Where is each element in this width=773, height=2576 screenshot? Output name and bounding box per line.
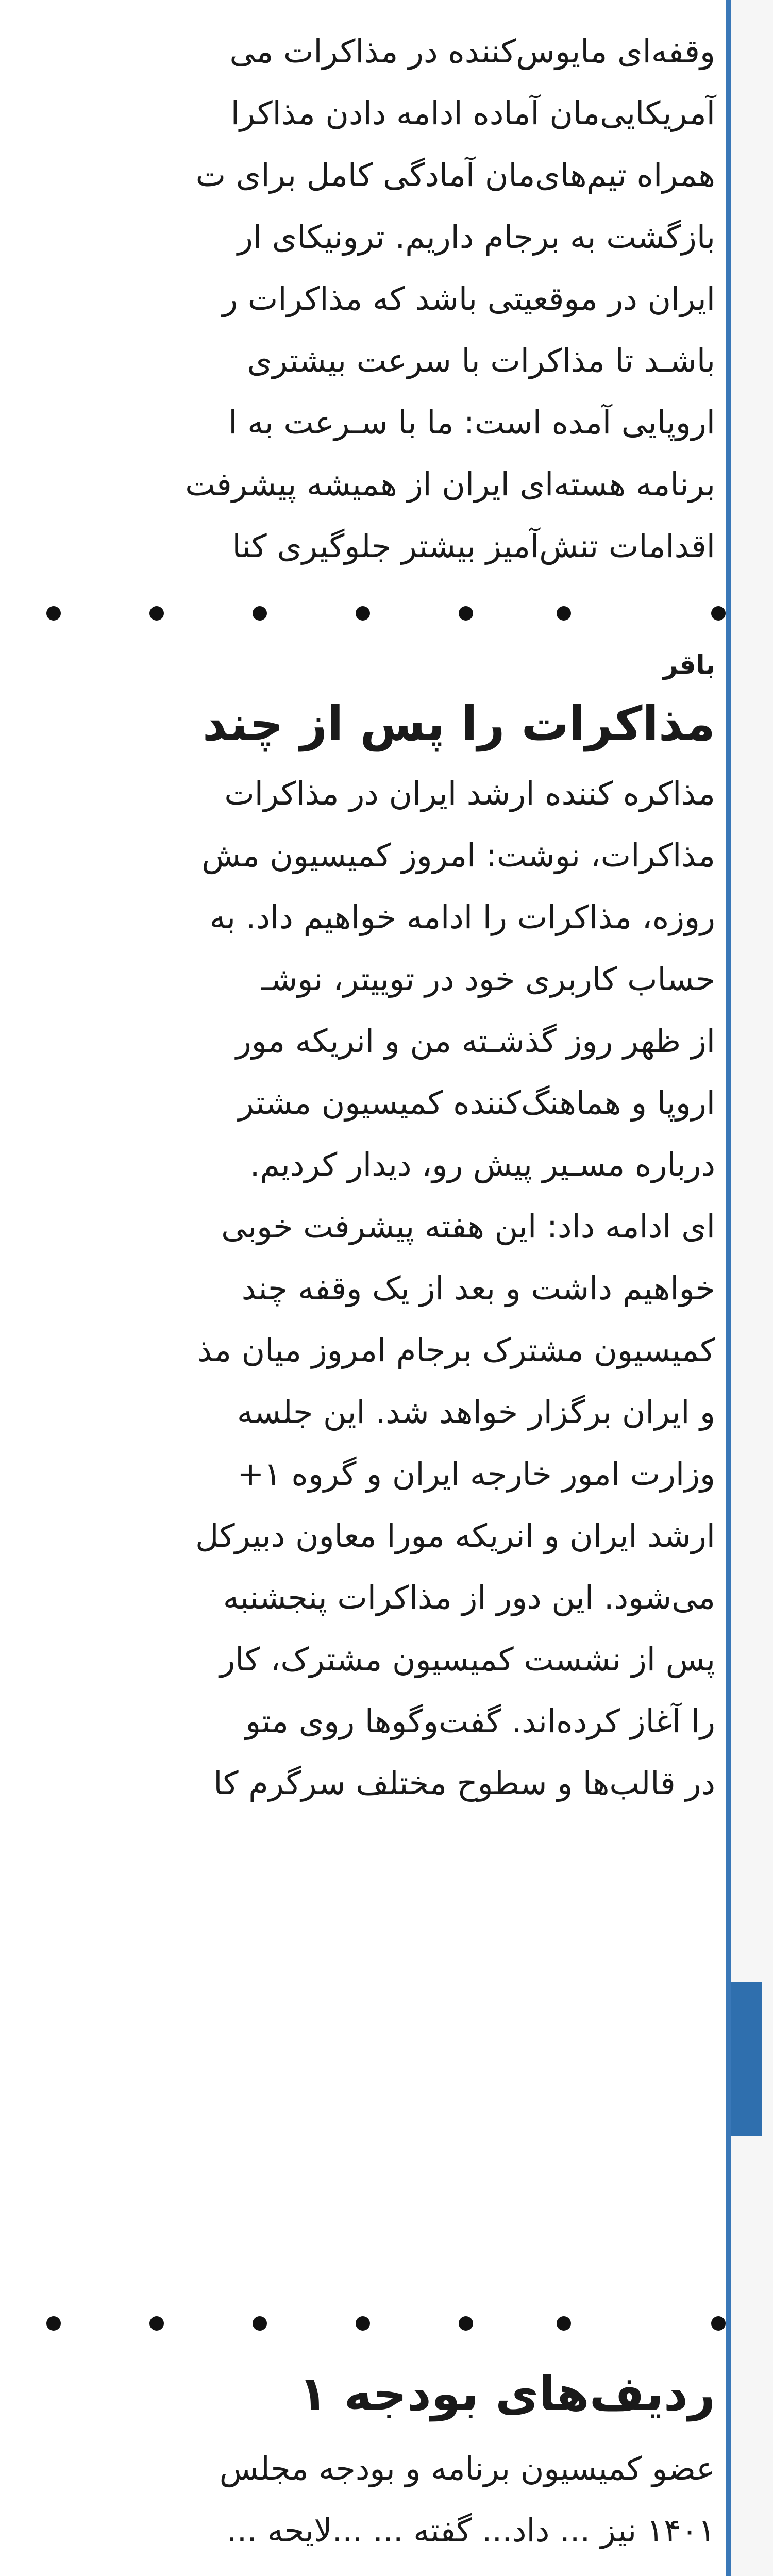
article2-line: مذاکره کننده ارشد ایران در مذاکرات bbox=[224, 775, 715, 812]
separator-dot bbox=[459, 606, 473, 621]
article2-line: مذاکرات، نوشت: امروز کمیسیون مش bbox=[201, 837, 715, 874]
article2-line: اروپا و هماهنگ‌کننده کمیسیون مشتر bbox=[238, 1084, 715, 1122]
article1-line: اقدامات تنش‌آمیز بیشتر جلوگیری کنا bbox=[232, 527, 715, 565]
article2-line: را آغاز کرده‌اند. گفت‌وگوها روی متو bbox=[245, 1702, 715, 1740]
article2-line: ارشد ایران و انریکه مورا معاون دبیرکل bbox=[195, 1517, 715, 1554]
separator-dot bbox=[149, 606, 164, 621]
separator-dot bbox=[253, 606, 267, 621]
article2-line: حساب کاربری خود در توییتر، نوشـ bbox=[261, 960, 715, 998]
article1-line: ایران در موقعیتی باشد که مذاکرات ر bbox=[222, 280, 715, 317]
article2-line: پس از نشست کمیسیون مشترک، کار bbox=[220, 1641, 715, 1678]
article2-line: و ایران برگزار خواهد شد. این جلسه bbox=[237, 1393, 715, 1431]
article1-line: وقفه‌ای مایوس‌کننده در مذاکرات می bbox=[229, 32, 715, 70]
article2-line: می‌شود. این دور از مذاکرات پنجشنبه bbox=[223, 1579, 715, 1616]
separator-dot bbox=[253, 2316, 267, 2331]
separator-dot bbox=[356, 606, 370, 621]
separator-dot bbox=[46, 606, 61, 621]
article3-headline: ردیف‌های بودجه ۱ bbox=[298, 2366, 715, 2421]
article2-line: روزه، مذاکرات را ادامه خواهیم داد. به bbox=[209, 898, 715, 936]
separator-dot bbox=[557, 2316, 571, 2331]
separator-dot bbox=[711, 2316, 726, 2331]
article1-body bbox=[0, 0, 715, 577]
article1-line: برنامه هسته‌ای ایران از همیشه پیشرفت bbox=[185, 465, 715, 503]
article2-line: ای ادامه داد: این هفته پیشرفت خوبی bbox=[221, 1208, 715, 1245]
article1-line: آمریکایی‌مان آماده ادامه دادن مذاکرا bbox=[230, 94, 715, 132]
separator-dot bbox=[459, 2316, 473, 2331]
column-rule bbox=[726, 0, 731, 2576]
article2-headline: مذاکرات را پس از چند bbox=[202, 696, 715, 751]
article2-body bbox=[0, 763, 715, 1814]
article1-line: باشـد تا مذاکرات با سرعت بیشتری bbox=[247, 342, 715, 379]
article1-line: همراه تیم‌های‌مان آمادگی کامل برای ت bbox=[195, 156, 715, 194]
article2-line: کمیسیون مشترک برجام امروز میان مذ bbox=[197, 1331, 715, 1369]
separator-dot bbox=[356, 2316, 370, 2331]
article2-line: وزارت امور خارجه ایران و گروه ۱+ bbox=[237, 1455, 715, 1493]
separator-dot bbox=[149, 2316, 164, 2331]
section-separator bbox=[0, 603, 726, 624]
article1-line: بازگشت به برجام داریم. ترونیکای ار bbox=[237, 218, 715, 256]
adjacent-column-highlight bbox=[731, 1982, 762, 2136]
article2-byline: باقر bbox=[663, 650, 715, 680]
article3-line: ۱۴۰۱ نیز ... داد... گفته ... ...لایحه ... bbox=[226, 2512, 715, 2549]
article2-line: از ظهر روز گذشـته من و انریکه مور bbox=[236, 1022, 715, 1060]
article3-body bbox=[0, 2438, 715, 2562]
article3-line: عضو کمیسیون برنامه و بودجه مجلس bbox=[219, 2450, 715, 2487]
article2-line: درباره مسـیر پیش رو، دیدار کردیم. bbox=[249, 1146, 715, 1183]
adjacent-column-edge bbox=[731, 0, 773, 2576]
separator-dot bbox=[711, 606, 726, 621]
article1-line: اروپایی آمده است: ما با سـرعت به ا bbox=[228, 404, 715, 441]
article2-line: در قالب‌ها و سطوح مختلف سرگرم کا bbox=[213, 1764, 715, 1802]
separator-dot bbox=[46, 2316, 61, 2331]
separator-dot bbox=[557, 606, 571, 621]
article2-line: خواهیم داشت و بعد از یک وقفه چند bbox=[241, 1269, 715, 1307]
section-separator bbox=[0, 2313, 726, 2334]
